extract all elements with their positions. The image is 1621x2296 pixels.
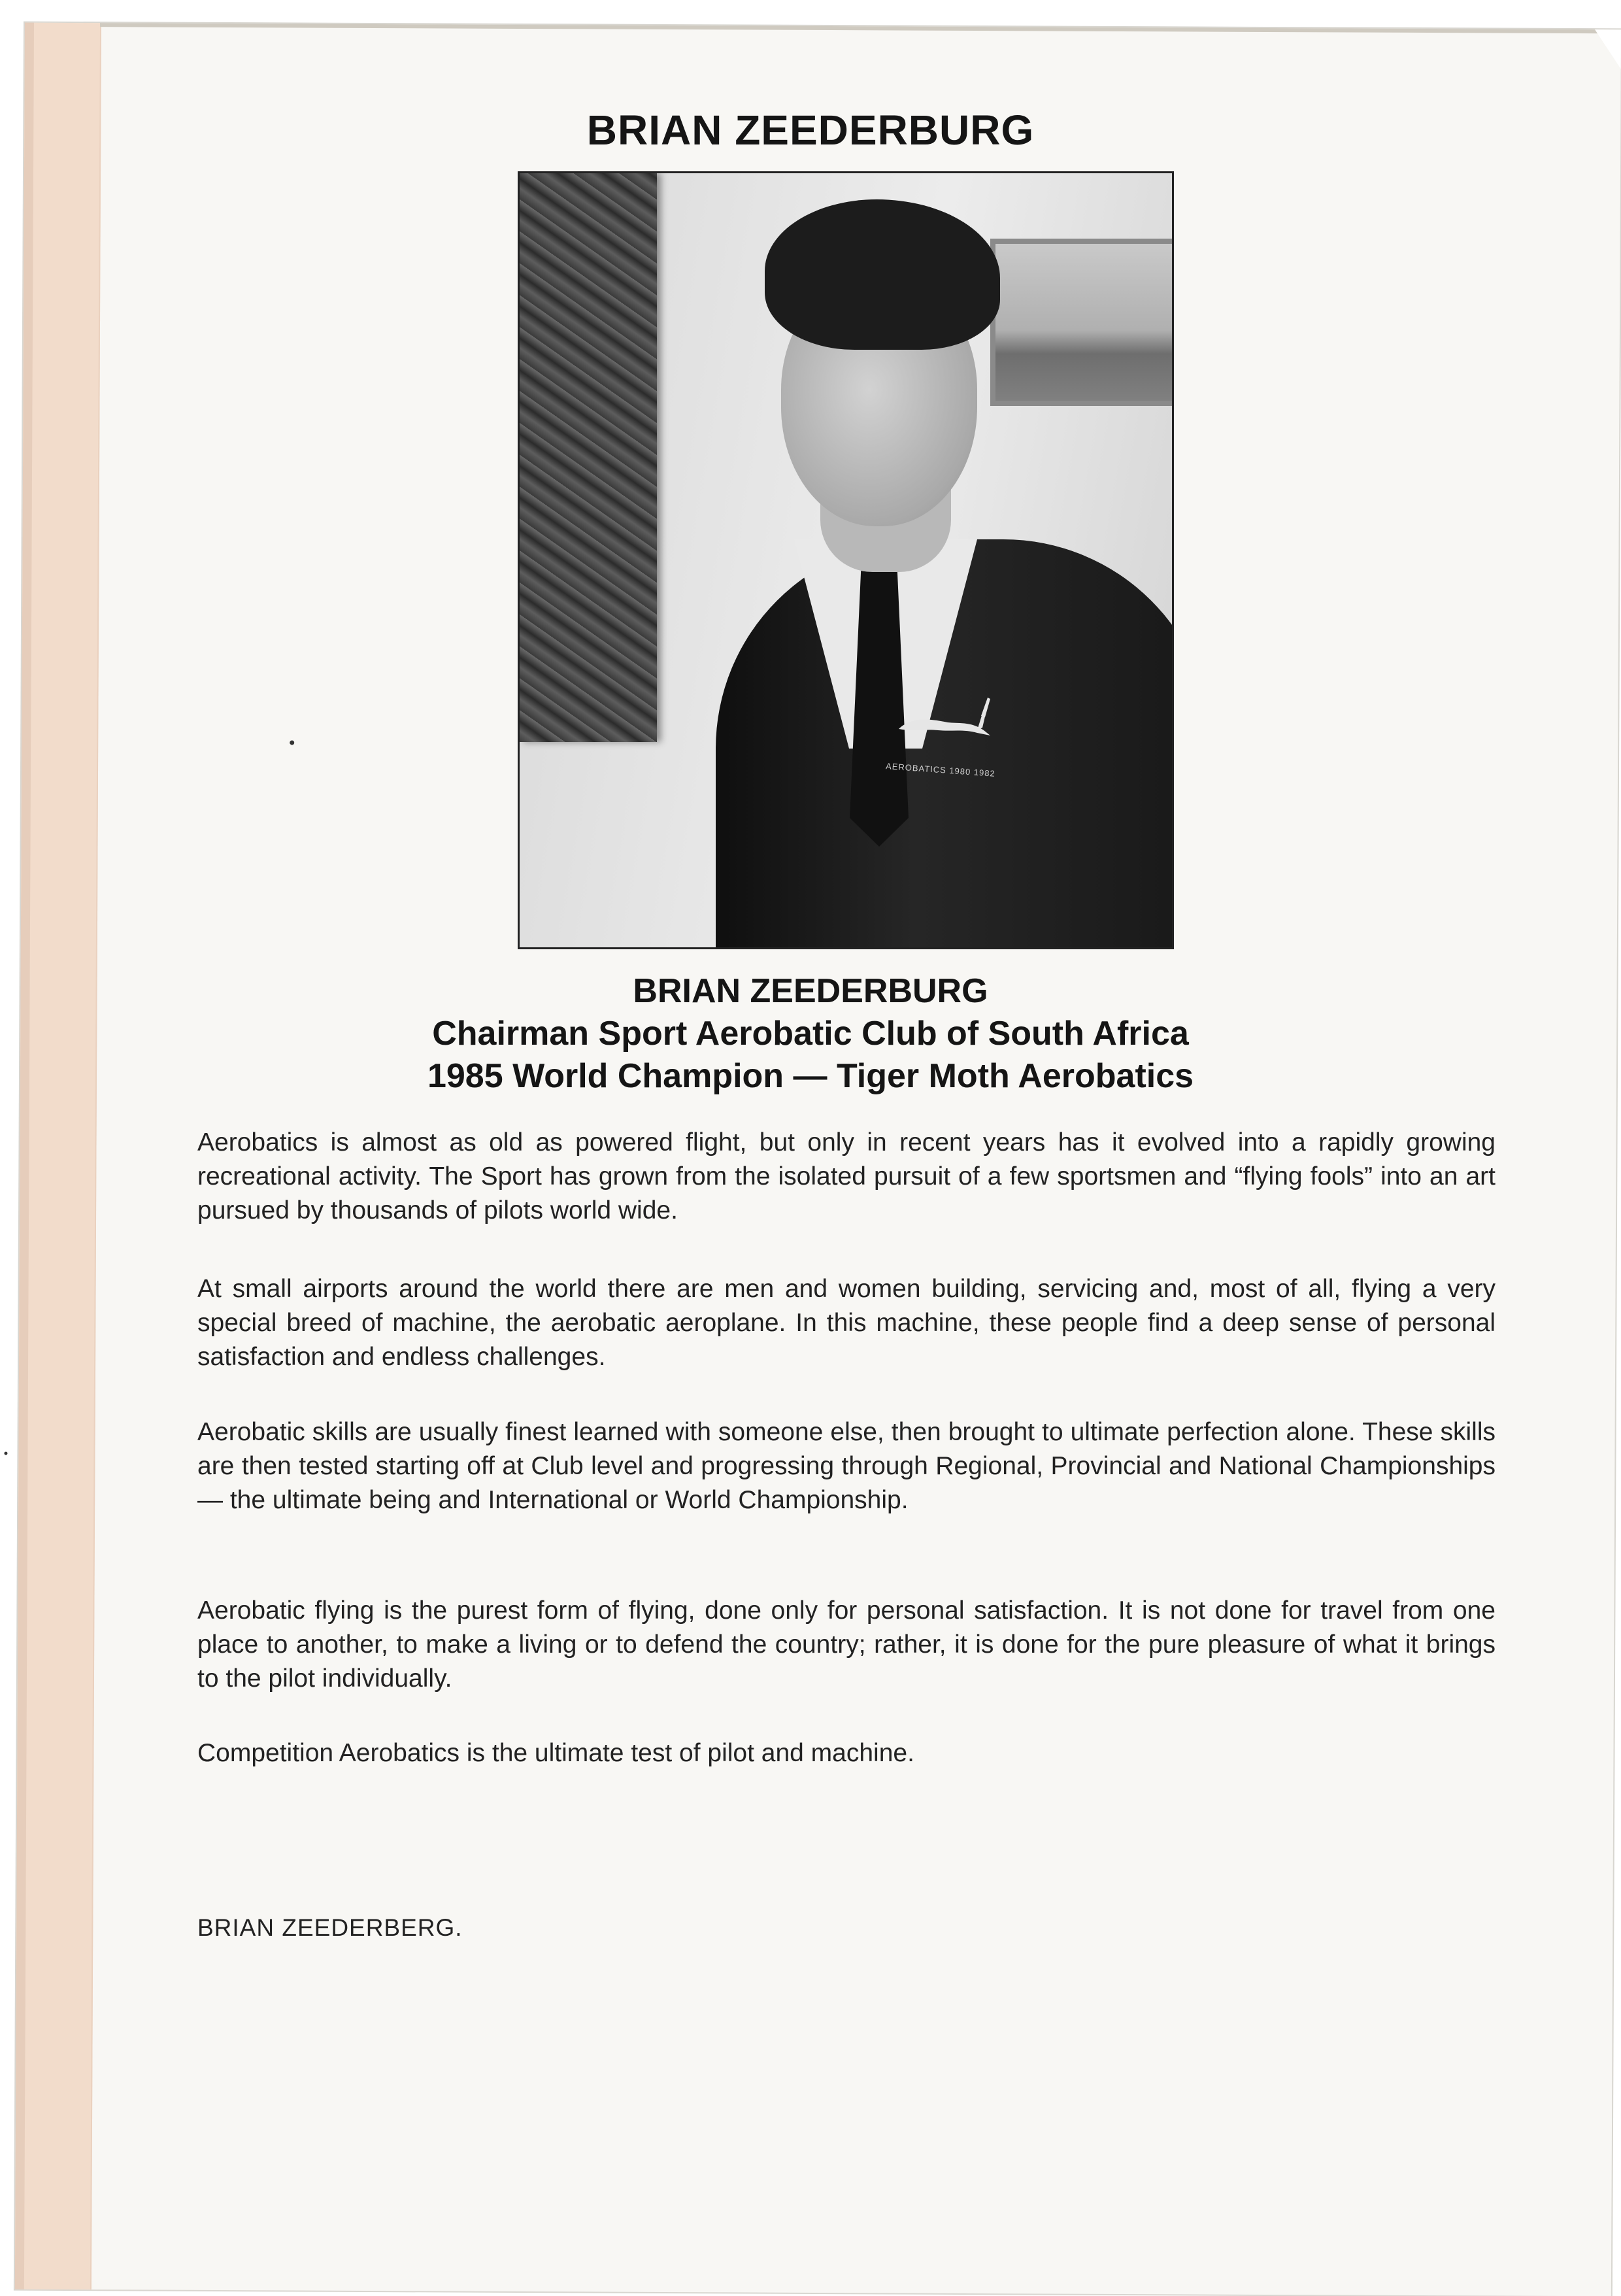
spine-shadow bbox=[15, 23, 34, 2289]
body-paragraph: Competition Aerobatics is the ultimate test of pilot and machine. bbox=[197, 1739, 914, 1767]
body-paragraph: Aerobatic skills are usually finest learned with someone else, then brought to ultimate perfection alone. These skills are then tested starting off at Club level and progressing through Regional, Provincial and National Championships — the ultimate being and International or World Championship. bbox=[197, 1418, 1496, 1514]
photo-badge-text: AEROBATICS 1980 1982 bbox=[885, 761, 996, 779]
portrait-photo bbox=[518, 171, 1174, 949]
page-top-edge bbox=[100, 23, 1621, 33]
page-title: BRIAN ZEEDERBURG bbox=[586, 107, 1035, 154]
caption-name: BRIAN ZEEDERBURG bbox=[633, 972, 988, 1010]
ink-speck bbox=[4, 1452, 7, 1455]
caption-achievement: 1985 World Champion — Tiger Moth Aerobatics bbox=[427, 1057, 1194, 1095]
caption-role: Chairman Sport Aerobatic Club of South Africa bbox=[432, 1015, 1189, 1053]
author-signature: BRIAN ZEEDERBERG. bbox=[197, 1914, 463, 1941]
body-paragraph: Aerobatics is almost as old as powered flight, but only in recent years has it evolved into a rapidly growing recreational activity. The Sport has grown from the isolated pursuit of a few sportsmen and “flying fools” into an art pursued by thousands of pilots world wide. bbox=[197, 1128, 1496, 1224]
body-paragraph: At small airports around the world there are men and women building, servicing and, most of all, flying a very special breed of machine, the aerobatic aeroplane. In this machine, these people find a deep sense of personal satisfaction and endless challenges. bbox=[197, 1275, 1496, 1371]
body-paragraph: Aerobatic flying is the purest form of flying, done only for personal satisfaction. It is not done for travel from one place to another, to make a living or to defend the country; rather, it is done for the pure pleasure of what it brings to the pilot individually. bbox=[197, 1596, 1496, 1693]
springbok-emblem-icon bbox=[886, 690, 1003, 749]
ink-speck bbox=[290, 740, 294, 745]
page-corner bbox=[1595, 29, 1621, 69]
photo-aerial-poster bbox=[520, 173, 657, 742]
photo-picture-frame bbox=[990, 239, 1174, 406]
binding-spine bbox=[15, 23, 101, 2289]
